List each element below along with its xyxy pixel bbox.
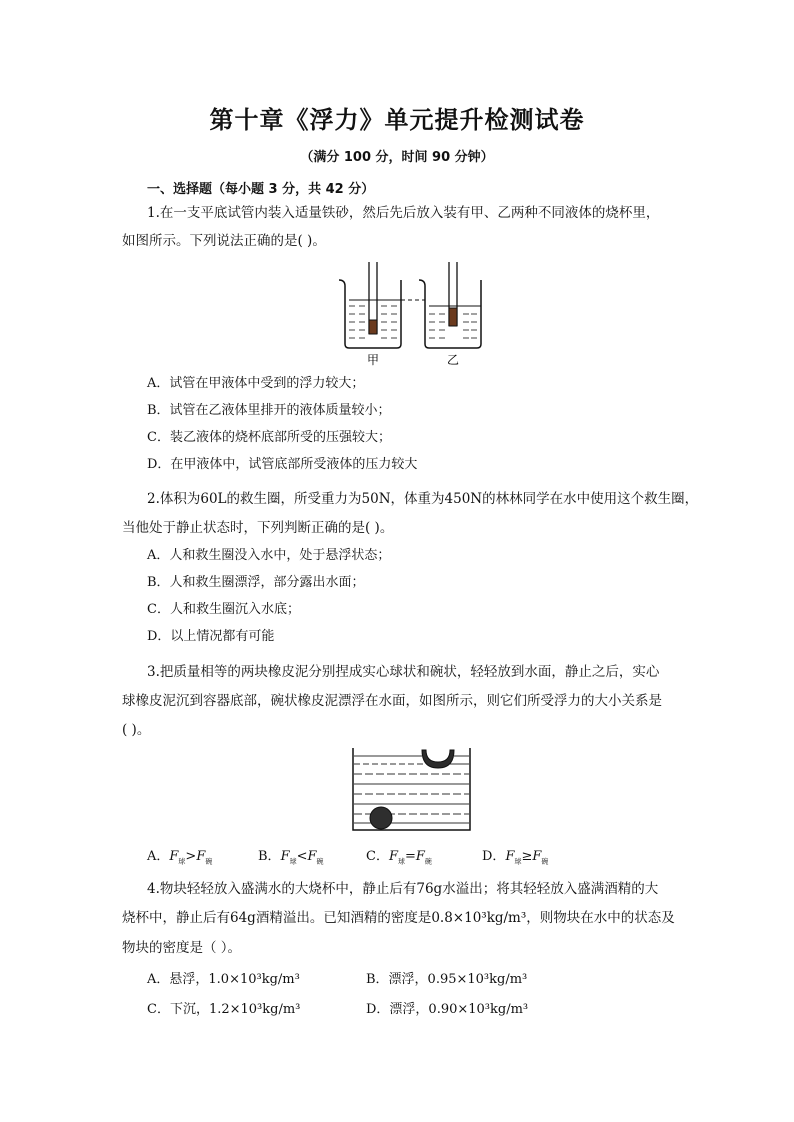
q2-option-a: A．人和救生圈没入水中，处于悬浮状态； bbox=[147, 548, 391, 563]
q2-option-b: B．人和救生圈漂浮，部分露出水面； bbox=[147, 575, 365, 590]
beaker-b bbox=[419, 262, 481, 348]
q2-line1: 2.体积为60L的救生圈，所受重力为50N，体重为450N的林林同学在水中使用这个救生圈， bbox=[147, 491, 699, 507]
q1-option-b: B．试管在乙液体里排开的液体质量较小； bbox=[147, 403, 391, 418]
q4-option-d: D．漂浮，0.90×10³kg/m³ bbox=[366, 1002, 529, 1017]
ball-shape bbox=[370, 807, 392, 829]
q3-option-a: A．$F_球>F_碗$ bbox=[147, 849, 213, 866]
beaker-b-label: 乙 bbox=[446, 353, 460, 367]
q4-line3: 物块的密度是（ ）。 bbox=[122, 940, 242, 956]
q1-option-c: C．装乙液体的烧杯底部所受的压强较大； bbox=[147, 430, 391, 445]
q3-line2: 球橡皮泥沉到容器底部，碗状橡皮泥漂浮在水面，如图所示，则它们所受浮力的大小关系是 bbox=[122, 693, 662, 709]
q2-line2: 当他处于静止状态时，下列判断正确的是( )。 bbox=[122, 520, 394, 536]
page-title: 第十章《浮力》单元提升检测试卷 bbox=[209, 106, 585, 134]
q3-option-b: B．$F_球<F_碗$ bbox=[258, 849, 324, 866]
q3-option-d: D．$F_球\ge F_碗$ bbox=[482, 849, 549, 866]
q3-line3: ( )。 bbox=[122, 722, 151, 738]
q4-option-a: A．悬浮，1.0×10³kg/m³ bbox=[147, 972, 300, 987]
q1-option-a: A．试管在甲液体中受到的浮力较大； bbox=[147, 376, 365, 391]
q1-option-d: D．在甲液体中，试管底部所受液体的压力较大 bbox=[147, 457, 418, 472]
section-heading: 一、选择题（每小题 3 分，共 42 分） bbox=[147, 182, 375, 197]
q3-option-c: C．$F_球=F_碗$ bbox=[366, 849, 432, 866]
q4-line2: 烧杯中，静止后有64g酒精溢出。已知酒精的密度是0.8×10³kg/m³，则物块在水中的状态及 bbox=[122, 910, 675, 926]
q1-beakers-figure bbox=[335, 258, 485, 370]
beaker-a-label: 甲 bbox=[366, 353, 380, 367]
q3-line1: 3.把质量相等的两块橡皮泥分别捏成实心球状和碗状，轻轻放到水面，静止之后，实心 bbox=[147, 664, 660, 680]
q4-option-b: B．漂浮，0.95×10³kg/m³ bbox=[366, 972, 528, 987]
q3-container-figure bbox=[350, 746, 475, 832]
bowl-shape bbox=[422, 750, 454, 768]
q1-line2: 如图所示。下列说法正确的是( )。 bbox=[122, 233, 326, 249]
beaker-a bbox=[339, 262, 401, 348]
q4-option-c: C．下沉，1.2×10³kg/m³ bbox=[147, 1002, 301, 1017]
q4-line1: 4.物块轻轻放入盛满水的大烧杯中，静止后有76g水溢出；将其轻轻放入盛满酒精的大 bbox=[147, 881, 659, 897]
q2-option-d: D．以上情况都有可能 bbox=[147, 629, 275, 644]
q1-line1: 1.在一支平底试管内装入适量铁砂，然后先后放入装有甲、乙两种不同液体的烧杯里， bbox=[147, 205, 660, 221]
page-subtitle: （满分 100 分，时间 90 分钟） bbox=[300, 150, 494, 165]
q2-option-c: C．人和救生圈沉入水底； bbox=[147, 602, 300, 617]
